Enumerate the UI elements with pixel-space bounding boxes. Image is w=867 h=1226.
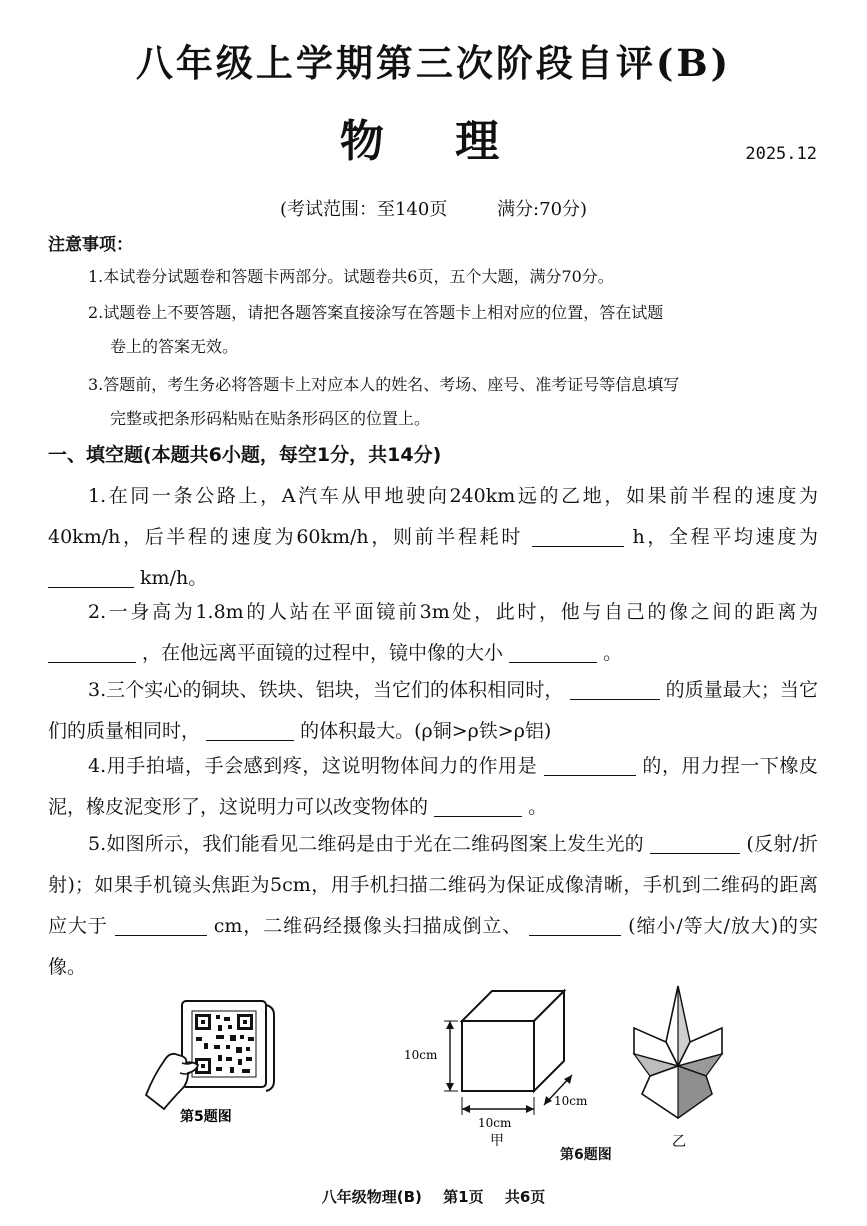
exam-scope: (考试范围：至140页: [279, 199, 448, 220]
question-1: [48, 476, 818, 599]
section-1-title: 一、填空题(本题共6小题，每空1分，共14分): [48, 444, 442, 466]
q5-blank-3[interactable]: [529, 914, 621, 936]
exam-scope-line: [0, 196, 867, 224]
note-1: 1.本试卷分试题卷和答题卡两部分。试题卷共6页，五个大题，满分70分。: [88, 267, 614, 286]
q4-text-b: 的，用力捏一下橡皮泥，橡皮泥变形了，这说明力可以改变物体的: [48, 755, 818, 818]
fig5-caption: 第5题图: [180, 1109, 232, 1125]
question-4: [48, 746, 818, 828]
exam-date: 2025.12: [745, 144, 817, 164]
note-2: 2.试题卷上不要答题，请把各题答案直接涂写在答题卡上相对应的位置，答在试题: [88, 303, 664, 322]
q5-text-d: (缩小/等大/放大)的实像。: [48, 915, 818, 978]
question-5: [48, 824, 818, 988]
label-yi: 乙: [672, 1134, 686, 1150]
cube-figure: [400, 985, 610, 1160]
page-footer: [0, 1186, 867, 1207]
q1-text-a: 1.在同一条公路上，A汽车从甲地驶向240km远的乙地，如果前半程的速度为40km/h，后半程的速度为60km/h，则前半程耗时: [48, 485, 818, 548]
subject-title: 物 理: [339, 116, 528, 167]
q5-blank-2[interactable]: [115, 914, 207, 936]
q3-text-b: 的质量最大；当它们的质量相同时，: [48, 679, 818, 742]
q4-text-c: 。: [528, 796, 548, 818]
q2-blank-1[interactable]: [48, 641, 136, 663]
q2-text-a: 2.一身高为1.8m的人站在平面镜前3m处，此时，他与自己的像之间的距离为: [88, 601, 818, 623]
q5-text-a: 5.如图所示，我们能看见二维码是由于光在二维码图案上发生光的: [88, 833, 644, 855]
note-3-cont: 完整或把条形码粘贴在贴条形码区的位置上。: [110, 409, 431, 428]
label-jia: 甲: [490, 1133, 504, 1149]
q2-blank-2[interactable]: [509, 641, 597, 663]
note-3: 3.答题前，考生务必将答题卡上对应本人的姓名、考场、座号、准考证号等信息填写: [88, 375, 680, 394]
q1-blank-2[interactable]: [48, 566, 134, 588]
fig6-caption: 第6题图: [560, 1147, 612, 1163]
q4-text-a: 4.用手拍墙，手会感到疼，这说明物体间力的作用是: [88, 755, 538, 777]
cube-height-label: 10cm: [404, 1048, 438, 1062]
q3-blank-1[interactable]: [570, 678, 660, 700]
cube-width-label: 10cm: [478, 1116, 512, 1130]
full-score: 满分:70分): [497, 199, 588, 220]
irregular-solid-figure: [626, 982, 736, 1152]
q3-blank-2[interactable]: [206, 719, 294, 741]
q5-blank-1[interactable]: [650, 832, 740, 854]
q5-text-b: (反射/折射)；如果手机镜头焦距为5cm，用手机扫描二维码为保证成像清晰，手机到二维码的距离应大于: [48, 833, 818, 937]
notes-heading: 注意事项：: [48, 235, 133, 255]
exam-title: 八年级上学期第三次阶段自评(B): [135, 41, 732, 85]
note-2-cont: 卷上的答案无效。: [110, 337, 239, 356]
footer-subject: 八年级物理(B): [321, 1188, 422, 1206]
cube-depth-label: 10cm: [554, 1094, 588, 1108]
q3-text-c: 的体积最大。(ρ铜>ρ铁>ρ铝): [300, 720, 552, 742]
footer-page: 第1页: [443, 1188, 484, 1206]
q4-blank-2[interactable]: [434, 795, 522, 817]
question-2: [48, 592, 818, 674]
question-3: [48, 670, 818, 752]
q3-text-a: 3.三个实心的铜块、铁块、铝块，当它们的体积相同时，: [88, 679, 564, 701]
q2-text-c: 。: [603, 642, 623, 664]
q1-text-b: h，全程平均速度为: [632, 526, 818, 548]
q4-blank-1[interactable]: [544, 754, 636, 776]
q5-text-c: cm，二维码经摄像头扫描成倒立、: [213, 915, 523, 937]
q1-blank-1[interactable]: [532, 525, 624, 547]
q2-text-b: ，在他远离平面镜的过程中，镜中像的大小: [142, 642, 504, 664]
qr-code-figure: [140, 995, 290, 1125]
q1-text-c: km/h。: [140, 567, 208, 589]
footer-total: 共6页: [504, 1188, 546, 1206]
